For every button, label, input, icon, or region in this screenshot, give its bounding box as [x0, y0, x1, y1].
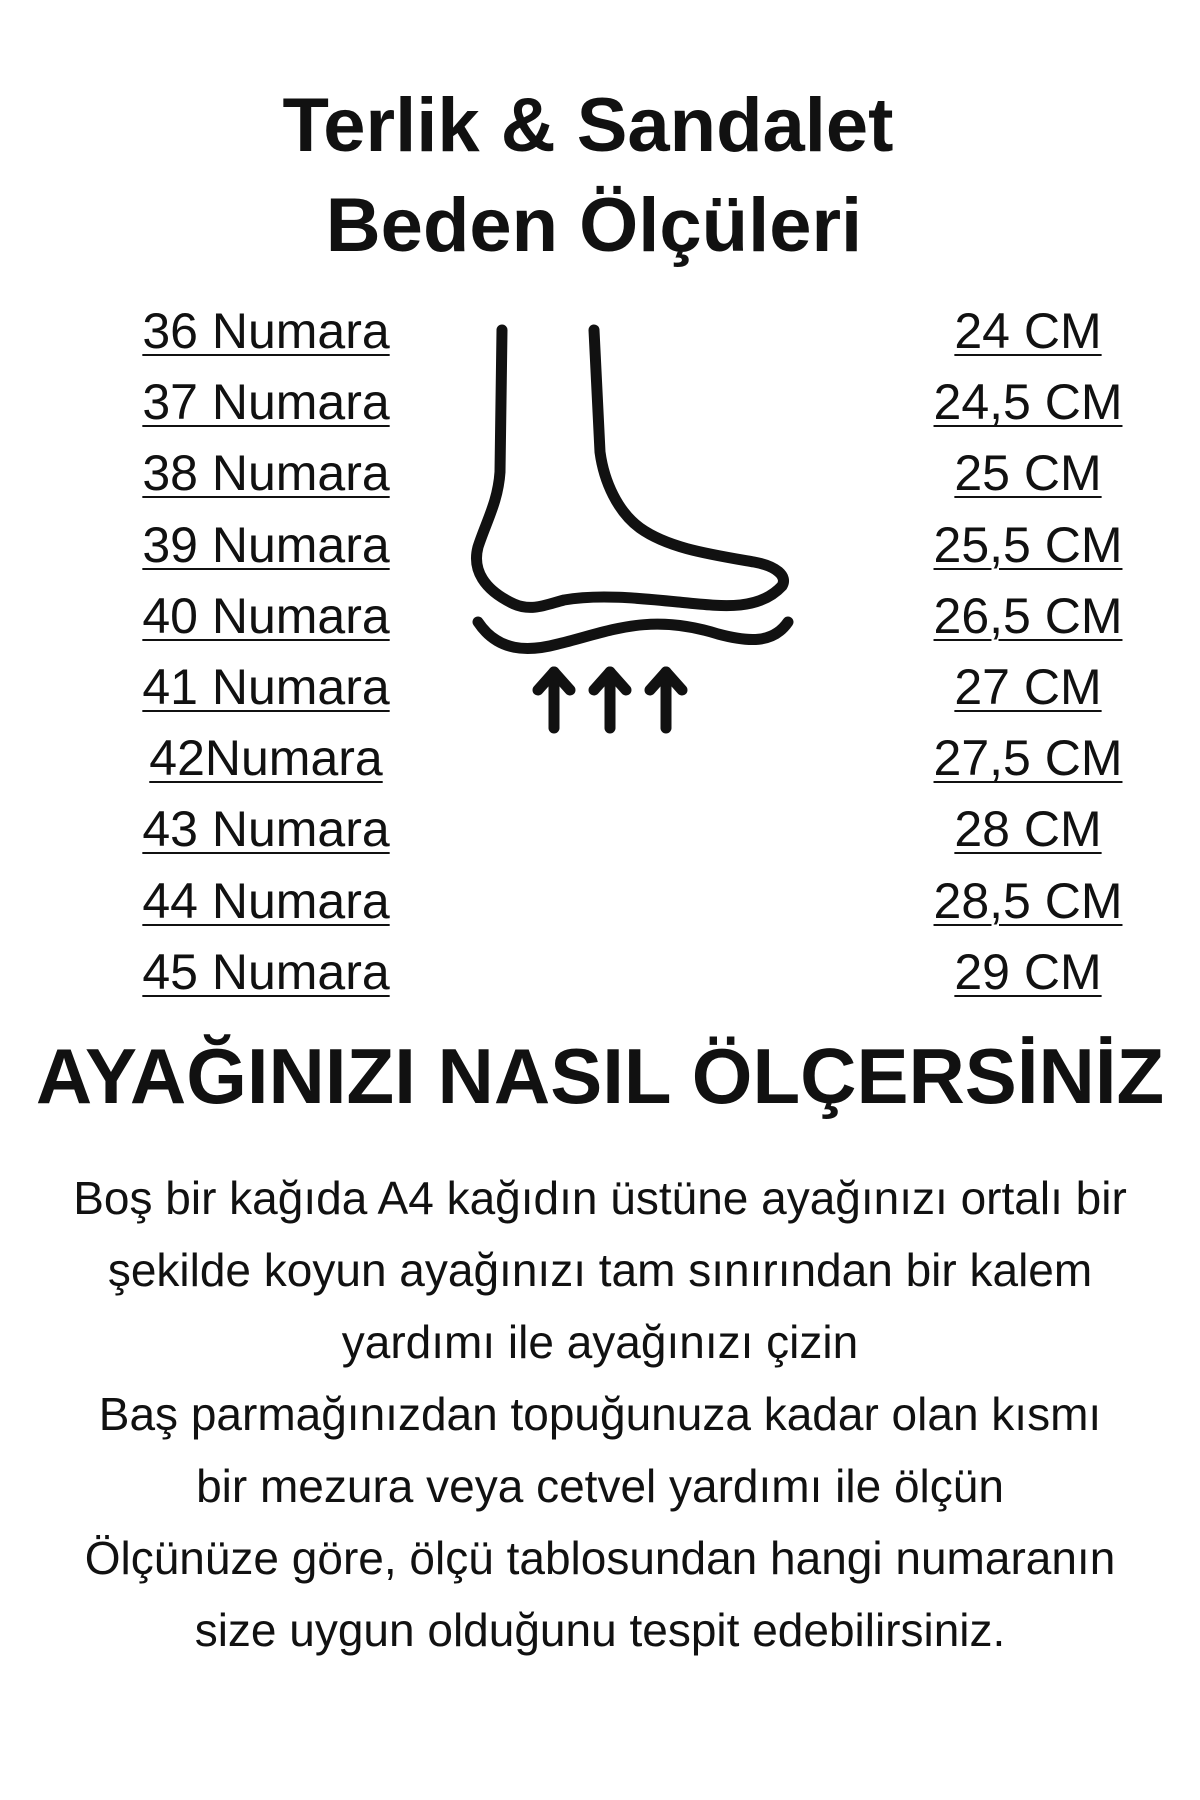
arrow-up-icon	[650, 672, 682, 728]
length-label: 28 CM	[954, 801, 1102, 858]
foot-measure-icon	[468, 322, 820, 742]
instruction-line: bir mezura veya cetvel yardımı ile ölçün	[196, 1460, 1004, 1512]
instruction-line: size uygun olduğunu tespit edebilirsiniz.	[194, 1604, 1006, 1656]
page-subtitle: Beden Ölçüleri	[325, 183, 863, 268]
instructions-text	[0, 1162, 1200, 1666]
arrow-up-icon	[538, 672, 570, 728]
size-label: 39 Numara	[142, 516, 390, 573]
instruction-line: Baş parmağınızdan topuğunuza kadar olan kısmı	[98, 1388, 1102, 1440]
arrows	[538, 672, 682, 728]
size-label: 37 Numara	[142, 374, 390, 431]
instruction-line: şekilde koyun ayağınızı tam sınırından bir kalem	[107, 1244, 1093, 1296]
length-label: 24,5 CM	[933, 374, 1123, 431]
length-label: 29 CM	[954, 943, 1102, 1000]
size-label: 38 Numara	[142, 445, 390, 502]
foot-outline	[477, 330, 784, 607]
size-label: 44 Numara	[142, 872, 390, 929]
insole	[478, 622, 788, 649]
length-label: 27 CM	[954, 658, 1102, 715]
length-label: 25 CM	[954, 445, 1102, 502]
length-label: 25,5 CM	[933, 516, 1123, 573]
instruction-line: Ölçünüze göre, ölçü tablosundan hangi numaranın	[84, 1532, 1116, 1584]
size-label: 45 Numara	[142, 943, 390, 1000]
length-label: 27,5 CM	[933, 730, 1123, 787]
how-to-heading: AYAĞINIZI NASIL ÖLÇERSİNİZ	[35, 1032, 1165, 1120]
length-label: 28,5 CM	[933, 872, 1123, 929]
size-list	[128, 296, 404, 1008]
size-label: 41 Numara	[142, 658, 390, 715]
size-label: 36 Numara	[142, 303, 390, 359]
instruction-line: Boş bir kağıda A4 kağıdın üstüne ayağınızı ortalı bir	[73, 1172, 1127, 1224]
page-title: Terlik & Sandalet	[282, 83, 894, 168]
length-label: 24 CM	[954, 303, 1102, 359]
length-label: 26,5 CM	[933, 587, 1123, 644]
arrow-up-icon	[594, 672, 626, 728]
instruction-line: yardımı ile ayağınızı çizin	[341, 1316, 859, 1368]
size-label: 43 Numara	[142, 801, 390, 858]
size-label: 42Numara	[149, 730, 383, 787]
length-list	[920, 296, 1136, 1008]
size-label: 40 Numara	[142, 587, 390, 644]
